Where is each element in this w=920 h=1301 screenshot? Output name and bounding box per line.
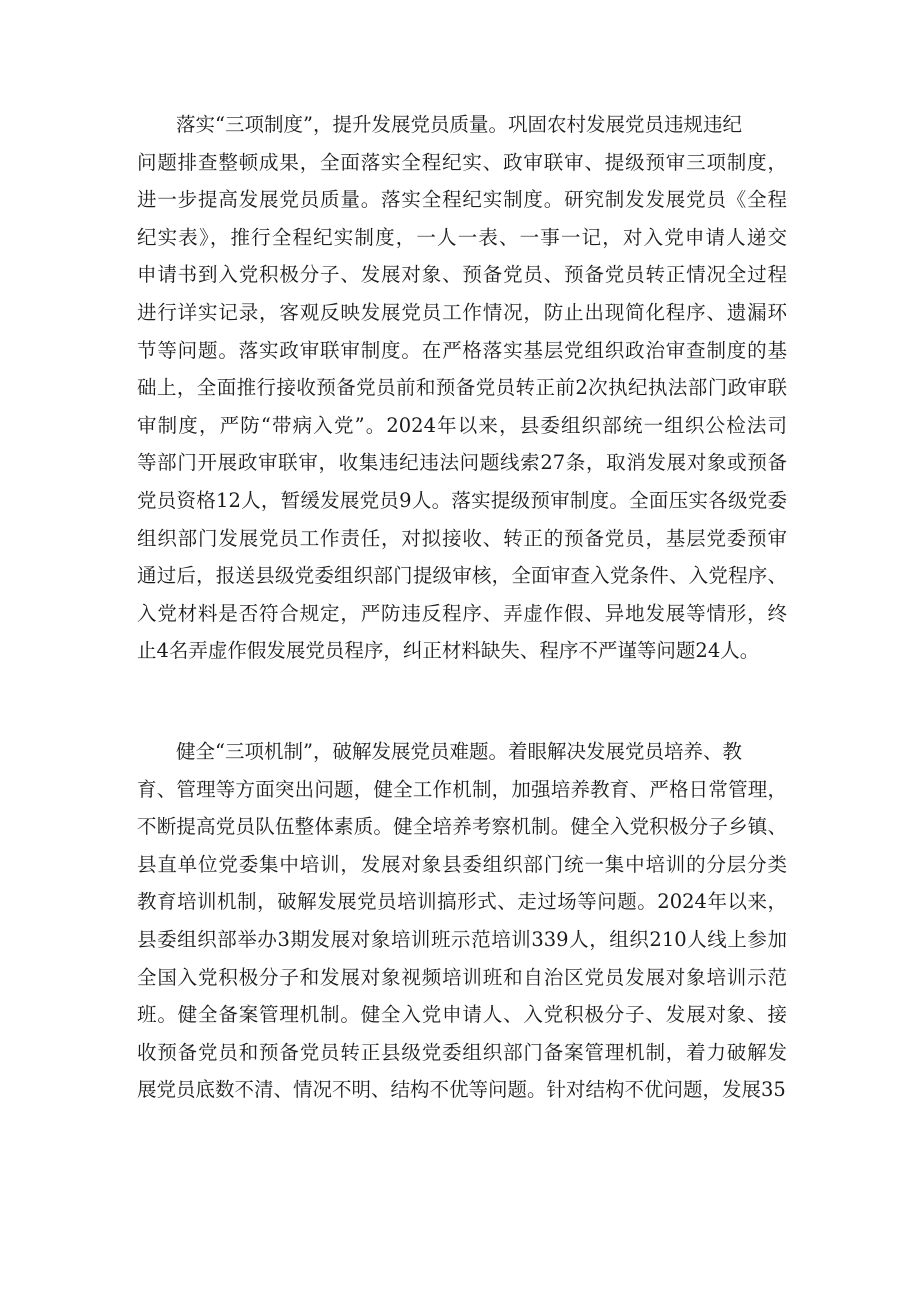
paragraph-line: 问题排查整顿成果，全面落实全程纪实、政审联审、提级预审三项制度，	[137, 150, 787, 174]
paragraph-line: 止4名弄虚作假发展党员程序，纠正材料缺失、程序不严谨等问题24人。	[137, 639, 760, 663]
paragraph-three-mechanisms	[137, 733, 787, 1109]
paragraph-three-systems	[137, 106, 787, 670]
paragraph-line: 不断提高党员队伍整体素质。健全培养考察机制。健全入党积极分子乡镇、	[137, 815, 787, 839]
paragraph-line: 收预备党员和预备党员转正县级党委组织部门备案管理机制，着力破解发	[137, 1040, 787, 1064]
paragraph-line: 等部门开展政审联审，收集违纪违法问题线索27条，取消发展对象或预备	[137, 451, 787, 475]
paragraph-line: 落实“三项制度”，提升发展党员质量。巩固农村发展党员违规违纪	[176, 113, 742, 136]
paragraph-line: 纪实表》，推行全程纪实制度，一人一表、一事一记，对入党申请人递交	[137, 225, 787, 249]
paragraph-line: 县直单位党委集中培训，发展对象县委组织部门统一集中培训的分层分类	[137, 852, 787, 876]
paragraph-line: 进行详实记录，客观反映发展党员工作情况，防止出现简化程序、遗漏环	[137, 300, 787, 324]
paragraph-line: 班。健全备案管理机制。健全入党申请人、入党积极分子、发展对象、接	[137, 1003, 787, 1027]
paragraph-line: 节等问题。落实政审联审制度。在严格落实基层党组织政治审查制度的基	[137, 338, 787, 362]
paragraph-line: 展党员底数不清、情况不明、结构不优等问题。针对结构不优问题，发展35	[137, 1078, 786, 1102]
paragraph-line: 入党材料是否符合规定，严防违反程序、弄虚作假、异地发展等情形，终	[137, 601, 787, 625]
paragraph-line: 县委组织部举办3期发展对象培训班示范培训339人，组织210人线上参加	[137, 927, 787, 951]
paragraph-line: 教育培训机制，破解发展党员培训搞形式、走过场等问题。2024年以来，	[137, 890, 787, 914]
paragraph-line: 础上，全面推行接收预备党员前和预备党员转正前2次执纪执法部门政审联	[137, 376, 787, 400]
paragraph-line: 健全“三项机制”，破解发展党员难题。着眼解决发展党员培养、教	[176, 740, 742, 763]
paragraph-line: 全国入党积极分子和发展对象视频培训班和自治区党员发展对象培训示范	[137, 965, 787, 989]
paragraph-line: 申请书到入党积极分子、发展对象、预备党员、预备党员转正情况全过程	[137, 263, 787, 287]
paragraph-line: 通过后，报送县级党委组织部门提级审核，全面审查入党条件、入党程序、	[137, 564, 787, 588]
paragraph-line: 育、管理等方面突出问题，健全工作机制，加强培养教育、严格日常管理，	[137, 777, 787, 801]
paragraph-line: 进一步提高发展党员质量。落实全程纪实制度。研究制发发展党员《全程	[137, 188, 787, 212]
paragraph-line: 党员资格12人，暂缓发展党员9人。落实提级预审制度。全面压实各级党委	[137, 488, 787, 512]
paragraph-line: 组织部门发展党员工作责任，对拟接收、转正的预备党员，基层党委预审	[137, 526, 787, 550]
paragraph-line: 审制度，严防“带病入党”。2024年以来，县委组织部统一组织公检法司	[137, 413, 787, 437]
